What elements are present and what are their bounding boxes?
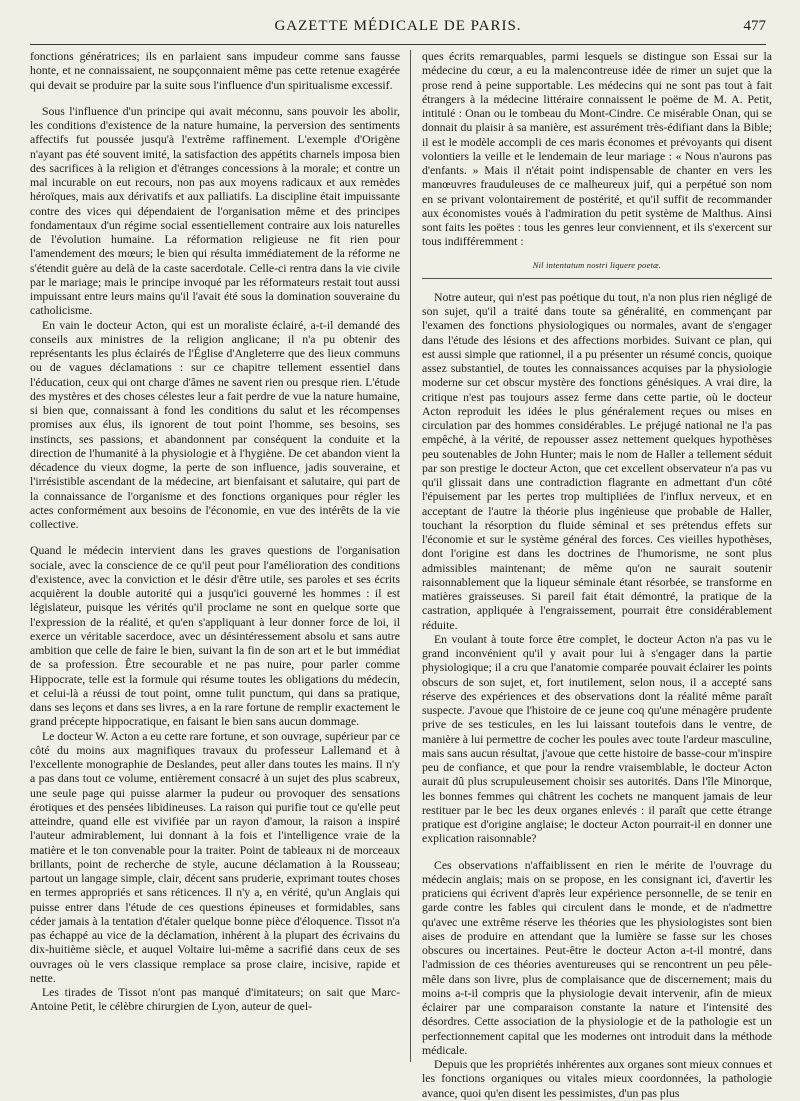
paragraph: En voulant à toute force être complet, le docteur Acton n'a pas vu le grand inconvénient qu'il y avait pour lui à s'engager dans la partie physiologique; il a cru que l'anatomie comparée pouvait éclairer les points obscurs de son sujet, et, fort inutilement, selon nous, il a accepté sans réserve des expériences et des observations dont la réalité même paraît suspecte. J'avoue que l'histoire de ce jeune coq qu'une ménagère prudente prive de ses testicules, en les lui laissant toutefois dans le ventre, de manière à lui permettre de cocher les poules avec toute l'ardeur masculine, mais sans aucun résultat, j'avoue que cette histoire de basse-cour m'inspire peu de confiance, et que pour la rendre vraisemblable, le docteur Acton aurait dû plus scrupuleusement choisir ses autorités. Dans l'île Minorque, les bonnes femmes qui châtrent les cochets ne manquent jamais de leur restituer par le bec les deux organes enlevés : il paraît que cette étrange pratique est d'origine anglaise; le docteur Acton pourrait-il en donner une explication raisonnable? bbox=[422, 632, 772, 846]
page-number: 477 bbox=[743, 18, 766, 34]
paragraph: En vain le docteur Acton, qui est un moraliste éclairé, a-t-il demandé des conseils aux ministres de la religion anglicane; il n'a pu obtenir des représentants les plus éclairés de l'Église d'Angleterre que des lieux communs ou de vagues déclamations : sur ce chapitre tellement essentiel dans l'éducation, ceux qui ont charge d'âmes ne savent rien ou presque rien. L'étude des mystères et des choses célestes leur a fait perdre de vue la nature humaine, si bien que, connaissant à fond les conditions du salut et les récompenses promises aux élus, ils ignorent de tout point l'homme, ses besoins, ses instincts, ses passions, et abandonnent par conséquent la conduite et la direction de l'humanité à la physiologie et à l'hygiène. De cet abandon vient la décadence du vieux dogme, la perte de son influence, jadis souveraine, et l'irrésistible ascendant de la médecine, art bienfaisant et salutaire, qui part de la connaissance de l'organisme et des fonctions organiques pour régler les actes conformément aux besoins de l'économie, en vue des intérêts de la vie collective. bbox=[30, 318, 400, 531]
latin-quote: Nil intentatum nostri liquere poetæ. bbox=[532, 259, 662, 270]
left-column bbox=[30, 50, 400, 1062]
paragraph: Depuis que les propriétés inhérentes aux organes sont mieux connues et les fonctions organiques ou vitales mieux coordonnées, la pathologie avance, quoi qu'en disent les pessimistes, d'un pas plus bbox=[422, 1058, 772, 1100]
paragraph: ques écrits remarquables, parmi lesquels se distingue son Essai sur la médecine du cœur, a eu la malencontreuse idée de rimer un sujet que la prose rend à peine supportable. Les médecins qui ne sont pas tout à fait étrangers à la médecine littéraire connaissent le poëme de M. A. Petit, intitulé : Onan ou le tombeau du Mont-Cindre. Ce misérable Onan, qui se donnait du plaisir à sa manière, est assurément très-édifiant dans la Bible; il est le modèle accompli de ces maris économes et prévoyants qui disent volontiers la veille et le lendemain de leur mariage : « Nous n'aurons pas d'enfants. » Mais il n'était point indispensable de chanter en vers les manœuvres frauduleuses de ce malheureux juif, qui a perpétué son nom en se privant volontairement de postérité, et qu'il suffit de recommander aux économistes voués à l'admiration du petit système de Malthus. Ainsi sont faits les poëtes : tous les genres leur conviennent, et ils s'exercent sur tous indifféremment : bbox=[422, 50, 772, 249]
paragraph: Notre auteur, qui n'est pas poétique du tout, n'a non plus rien négligé de son sujet, qu'il a traité dans toute sa généralité, en commençant par l'examen des fonctions physiologiques ou normales, avant de s'engager dans l'étude des lésions et des affections morbides. Suivant ce plan, qui est aussi simple que rationnel, il a pu présenter un résumé concis, quoique assez substantiel, de toutes les connaissances acquises par la physiologie moderne sur cet obscur mystère des fonctions génésiques. A vrai dire, la critique n'est pas toujours assez ferme dans cette partie, où le docteur Acton reproduit les idées le plus généralement reçues ou mises en circulation par des hommes considérables. Le préjugé national ne l'a pas empêché, à la vérité, de repousser assez nettement quelques hypothèses peu soutenables de John Hunter; mais le nom de Haller a tellement séduit par son prestige le docteur Acton, que cet excellent observateur n'a pas vu qu'il glissait dans une contradiction flagrante en admettant d'un côté l'épuisement par les pertes trop multipliées de l'influx nerveux, et en acceptant de l'autre la théorie plus ingénieuse que probable de Haller, touchant la résorption du fluide séminal et ses prétendus effets sur l'économie et sur le système général des forces. Ces vieilles hypothèses, dont l'origine est dans les doctrines de l'humorisme, ne sont plus admissibles maintenant; de même qu'on ne saurait soutenir raisonnablement que la liqueur séminale étant résorbée, se transforme en matières graisseuses. Si pareil fait était démontré, la pratique de la castration, appliquée à l'engraissement, pourrait être considérablement réduite. bbox=[422, 290, 772, 632]
paragraph: Ces observations n'affaiblissent en rien le mérite de l'ouvrage du médecin anglais; mais on se propose, en les consignant ici, d'avertir les praticiens qui écrivent d'après leur expérience personnelle, de se tenir en garde contre les fables qui circulent dans le monde, et de n'admettre qu'avec une extrême réserve les théories que les physiologistes sont bien aises de produire en attendant que la lumière se fasse sur les choses obscures ou incertaines. Peut-être le docteur Acton a-t-il montré, dans l'admission de ces théories aventureuses qui se rencontrent un peu pêle-mêle dans son livre, plus de complaisance que de discernement; mais du moins a-t-il compris que la physiologie devait intervenir, afin de mieux éclairer par une comparaison constante la nature et l'intensité des désordres. Cette association de la physiologie et de la pathologie est un perfectionnement capital que les modernes ont introduit dans la méthode médicale. bbox=[422, 858, 772, 1057]
page-header bbox=[30, 12, 766, 45]
paragraph: Le docteur W. Acton a eu cette rare fortune, et son ouvrage, supérieur par ce côté du moins aux magnifiques travaux du professeur Lallemand et à l'excellente monographie de Deslandes, peut aller dans toutes les mains. Il n'y a pas dans tout ce volume, entièrement consacré à un sujet des plus scabreux, une seule page qui puisse alarmer la pudeur ou provoquer des sensations érotiques et des pensées libidineuses. La raison qui purifie tout ce qu'elle peut atteindre, quand elle est vivifiée par un rayon d'amour, la raison a inspiré l'auteur admirablement, lui donnant à la fois et l'intelligence vraie de la matière et le ton convenable pour la traiter. Point de tableaux ni de morceaux brillants, point de recherche de style, aucune déclamation à la Rousseau; partout un langage simple, clair, décent sans pruderie, exprimant toutes choses en termes appropriés et sans réticences. Il n'y a, en vérité, qu'un Anglais qui puisse entrer dans l'étude de ces questions épineuses et formidables, sans céder jamais à la tentation d'étaler quelque bonne pièce d'éloquence. Tissot n'a pas échappé au vice de la déclamation, inhérent à la plupart des écrivains du dix-huitième siècle, et auquel Voltaire lui-même a sacrifié dans ceux de ses ouvrages où le vers classique remplace sa prose claire, incisive, rapide et nette. bbox=[30, 729, 400, 985]
paragraph: Sous l'influence d'un principe qui avait méconnu, sans pouvoir les abolir, les conditions d'existence de la nature humaine, la perversion des sentiments affectifs fut poussée jusqu'à l'extrême raffinement. L'exemple d'Origène n'ayant pas été souvent imité, la satisfaction des appétits charnels imposa bien des sacrifices à la religion et d'étranges concessions à la morale; et contre un mal incurable on eut recours, non pas aux moyens radicaux et aux remèdes héroïques, mais aux dérivatifs et aux palliatifs. La discipline était impuissante contre des vices qui dépendaient de l'organisation même et des principes fondamentaux d'un régime social essentiellement contraire aux lois naturelles de l'évolution humaine. La réformation religieuse ne fit rien pour l'amendement des mœurs; le bien qui résulta immédiatement de la réforme ne s'étendit guère au delà de la caste sacerdotale. Celle-ci rentra dans la vie civile par le mariage; mais le principe invoqué par les réformateurs restait tout aussi impuissant entre leurs mains qu'il l'avait été sous la domination souveraine du catholicisme. bbox=[30, 104, 400, 318]
journal-title: GAZETTE MÉDICALE DE PARIS. bbox=[274, 18, 522, 34]
paragraph: fonctions génératrices; ils en parlaient sans impudeur comme sans fausse honte, et ne connaissaient, ne soupçonnaient même pas cette retenue exagérée qui devait se produire par la suite sous l'influence d'un spiritualisme excessif. bbox=[30, 50, 400, 92]
paragraph: Quand le médecin intervient dans les graves questions de l'organisation sociale, avec la conscience de ce qu'il peut pour l'amélioration des conditions d'existence, avec la conviction et le désir d'être utile, ses paroles et ses écrits acquièrent la double autorité qui a jusqu'ici gouverné les hommes : il est législateur, puisque les vérités qu'il proclame ne sont en quelque sorte que l'expression de la réalité, et qu'en s'appliquant à leur donner force de loi, il exerce un véritable sacerdoce, avec un désintéressement absolu et sans autre ambition que celle de faire le bien, suivant la fin de son art et le but immédiat de sa profession. Être secourable et ne pas nuire, pour parler comme Hippocrate, telle est la formule qui résume toutes les obligations du médecin, et celui-là a réussi de tout point, omne tulit punctum, qui dans sa pratique, dans ses leçons et dans ses livres, a en la rare fortune de remplir exactement le grand précepte hippocratique, en faisant le bien sans aucun dommage. bbox=[30, 544, 400, 729]
right-column bbox=[422, 50, 772, 1100]
column-divider bbox=[410, 50, 411, 1062]
paragraph: Les tirades de Tissot n'ont pas manqué d'imitateurs; on sait que Marc-Antoine Petit, le célèbre chirurgien de Lyon, auteur de quel- bbox=[30, 986, 400, 1014]
section-rule bbox=[422, 278, 772, 279]
